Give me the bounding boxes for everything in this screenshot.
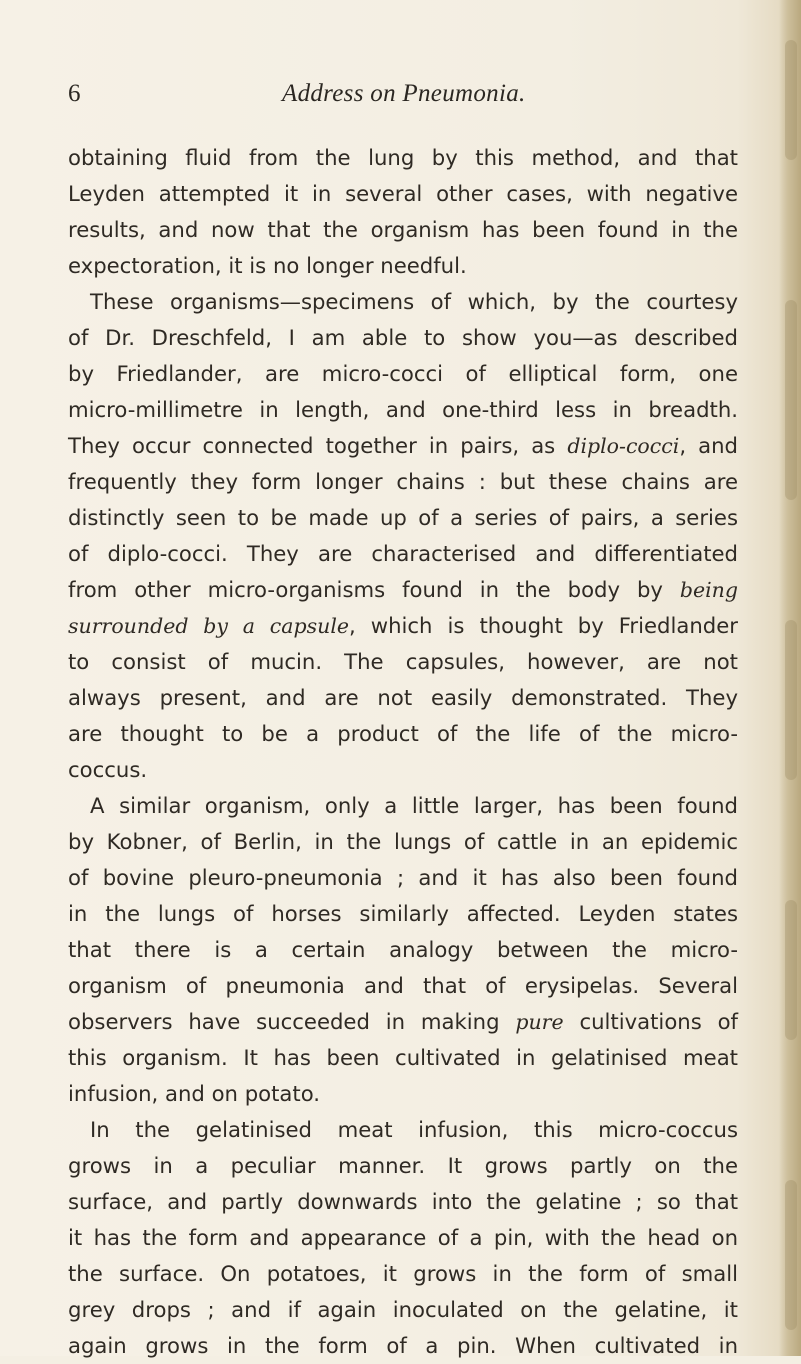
text-line — [68, 392, 738, 428]
text-line — [68, 1076, 738, 1112]
text-line — [68, 824, 738, 860]
edge-stain — [785, 300, 797, 500]
text-line — [68, 716, 738, 752]
text-line — [68, 752, 738, 788]
text-line — [68, 500, 738, 536]
text-segment: of diplo-cocci. They are characterised and differentiated — [68, 541, 738, 566]
italic-text: being — [679, 578, 738, 602]
text-segment: from other micro-organisms found in the body by — [68, 577, 680, 602]
text-line — [68, 644, 738, 680]
text-segment: of bovine pleuro-pneumonia ; and it has also been found — [68, 865, 738, 890]
text-line — [68, 896, 738, 932]
text-line — [68, 860, 738, 896]
text-segment: this organism. It has been cultivated in gelatinised meat — [68, 1045, 738, 1070]
edge-stain — [785, 620, 797, 780]
text-segment: infusion, and on potato. — [68, 1081, 321, 1106]
text-line — [68, 788, 738, 824]
text-segment: , and — [679, 433, 739, 458]
text-line — [68, 176, 738, 212]
text-segment: to consist of mucin. The capsules, however, are not — [68, 649, 738, 674]
text-line — [68, 1040, 738, 1076]
body-text — [68, 140, 738, 1364]
text-line — [68, 536, 738, 572]
text-segment: always present, and are not easily demonstrated. They — [68, 685, 738, 710]
text-segment: organism of pneumonia and that of erysipelas. Several — [68, 973, 738, 998]
text-segment: They occur connected together in pairs, as — [68, 433, 568, 458]
text-segment: micro-millimetre in length, and one-third less in breadth. — [68, 397, 738, 422]
text-segment: results, and now that the organism has been found in the — [68, 217, 738, 242]
text-line — [68, 356, 738, 392]
text-line — [68, 428, 738, 464]
text-segment: the surface. On potatoes, it grows in the form of small — [68, 1261, 738, 1286]
text-line — [68, 608, 738, 644]
text-segment: frequently they form longer chains : but these chains are — [68, 469, 738, 494]
text-segment: it has the form and appearance of a pin, with the head on — [68, 1225, 738, 1250]
text-segment: These organisms—specimens of which, by the courtesy — [90, 289, 738, 314]
text-line — [68, 248, 738, 284]
text-segment: that there is a certain analogy between the micro- — [68, 937, 738, 962]
text-line — [68, 1004, 738, 1040]
text-segment: distinctly seen to be made up of a series of pairs, a series — [68, 505, 738, 530]
text-segment: A similar organism, only a little larger, has been found — [90, 793, 738, 818]
text-segment: grows in a peculiar manner. It grows partly on the — [68, 1153, 738, 1178]
edge-stain — [785, 900, 797, 1040]
text-segment: by Friedlander, are micro-cocci of elliptical form, one — [68, 361, 738, 386]
text-line — [68, 320, 738, 356]
page-edge-shadow — [779, 0, 801, 1356]
page-header — [68, 80, 728, 120]
text-line — [68, 932, 738, 968]
text-segment: are thought to be a product of the life of the micro- — [68, 721, 738, 746]
text-segment: expectoration, it is no longer needful. — [68, 253, 467, 278]
text-line — [68, 1148, 738, 1184]
text-line — [68, 1256, 738, 1292]
text-segment: again grows in the form of a pin. When cultivated in — [68, 1333, 738, 1358]
italic-text: pure — [515, 1010, 564, 1034]
italic-text: diplo-cocci — [567, 434, 680, 458]
text-segment: coccus. — [68, 757, 148, 782]
text-segment: cultivations of — [563, 1009, 738, 1034]
text-line — [68, 464, 738, 500]
text-segment: , which is thought by Friedlander — [349, 613, 738, 638]
text-line — [68, 284, 738, 320]
text-segment: Leyden attempted it in several other cases, with negative — [68, 181, 738, 206]
text-segment: by Kobner, of Berlin, in the lungs of cattle in an epidemic — [68, 829, 738, 854]
edge-stain — [785, 40, 797, 160]
text-line — [68, 1112, 738, 1148]
text-segment: surface, and partly downwards into the gelatine ; so that — [68, 1189, 738, 1214]
text-segment: of Dr. Dreschfeld, I am able to show you—as described — [68, 325, 738, 350]
text-line — [68, 572, 738, 608]
text-line — [68, 1328, 738, 1364]
text-line — [68, 968, 738, 1004]
page-number: 6 — [68, 80, 81, 107]
text-line — [68, 680, 738, 716]
text-line — [68, 212, 738, 248]
text-segment: observers have succeeded in making — [68, 1009, 516, 1034]
running-title: Address on Pneumonia. — [282, 80, 526, 107]
edge-stain — [785, 1180, 797, 1330]
italic-text: surrounded by a capsule — [68, 614, 350, 638]
text-segment: in the lungs of horses similarly affected. Leyden states — [68, 901, 738, 926]
text-line — [68, 140, 738, 176]
text-line — [68, 1184, 738, 1220]
text-segment: In the gelatinised meat infusion, this micro-coccus — [90, 1117, 738, 1142]
text-line — [68, 1220, 738, 1256]
text-segment: grey drops ; and if again inoculated on the gelatine, it — [68, 1297, 738, 1322]
text-segment: obtaining fluid from the lung by this method, and that — [68, 145, 738, 170]
text-line — [68, 1292, 738, 1328]
